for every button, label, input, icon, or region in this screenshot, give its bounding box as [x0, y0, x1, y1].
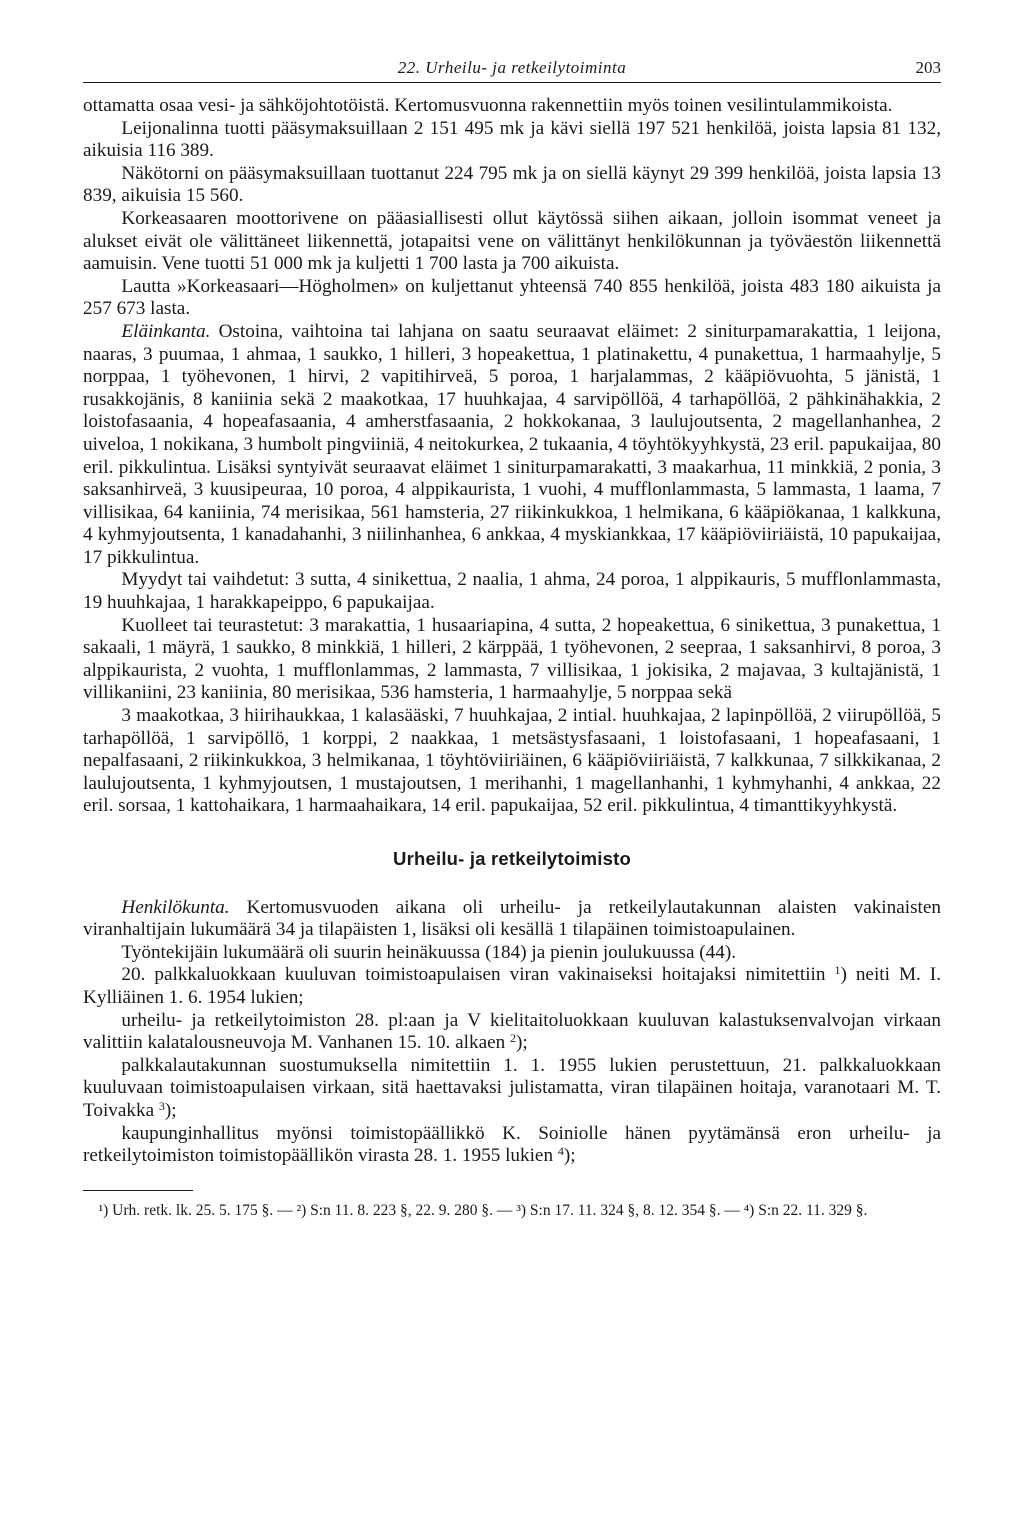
appointment-text-end: );: [563, 1145, 576, 1167]
appointment-text: urheilu- ja retkeilytoimiston 28. pl:aan ja V kielitaitoluokkaan kuuluvan kalastuksenvalvojan virkaan valittiin kalatalousneuvoja M. Vanhanen 15. 10. alkaen: [83, 1009, 941, 1054]
footnote-ref: 1: [834, 963, 841, 978]
paragraph: Näkötorni on pääsymaksuillaan tuottanut 224 795 mk ja on siellä käynyt 29 399 henkilöä, joista lapsia 13 839, aikuisia 15 560.: [83, 162, 941, 207]
paragraph: Leijonalinna tuotti pääsymaksuillaan 2 151 495 mk ja kävi siellä 197 521 henkilöä, joista lapsia 81 132, aikuisia 116 389.: [83, 117, 941, 162]
paragraph-appointment: [83, 1010, 941, 1055]
henkilokunta-label: Henkilökunta.: [121, 896, 230, 918]
body-text: [83, 95, 941, 1168]
elainkanta-label: Eläinkanta.: [121, 320, 211, 342]
appointment-text: kaupunginhallitus myönsi toimistopäällikkö K. Soiniolle hänen pyytämänsä eron urheilu- ja retkeilytoimiston toimistopäällikön virasta 28. 1. 1955 lukien: [83, 1122, 941, 1167]
running-title: 22. Urheilu- ja retkeilytoiminta: [397, 58, 627, 77]
footnote-ref: 3: [158, 1098, 165, 1113]
page-number: 203: [915, 58, 941, 77]
paragraph-myydyt: Myydyt tai vaihdetut: 3 sutta, 4 sinikettua, 2 naalia, 1 ahma, 24 poroa, 1 alppikauris, 5 mufflonlammasta, 19 huuhkajaa, 1 harakkapeippo, 6 papukaijaa.: [83, 569, 941, 614]
appointment-text: palkkalautakunnan suostumuksella nimitettiin 1. 1. 1955 lukien perustettuun, 21. palkkaluokkaan kuuluvaan toimistoapulaisen virkaan, sitä haettavaksi julistamatta, viran tilapäinen hoitaja, varanotaari M. T. Toivakka: [83, 1054, 941, 1121]
paragraph: ottamatta osaa vesi- ja sähköjohtotöistä. Kertomusvuonna rakennettiin myös toinen vesilintulammikoista.: [83, 95, 893, 116]
footnote-text: ¹) Urh. retk. lk. 25. 5. 175 §. — ²) S:n 11. 8. 223 §, 22. 9. 280 §. — ³) S:n 17. 11. 324 §, 8. 12. 354 §. — ⁴) S:n 22. 11. 329 §.: [98, 1201, 868, 1219]
appointment-text: 20. palkkaluokkaan kuuluvan toimistoapulaisen viran vakinaiseksi hoitajaksi nimitettiin: [121, 964, 835, 986]
footnote-divider: [83, 1190, 193, 1191]
footnote-ref: 4: [557, 1144, 564, 1159]
paragraph-appointment: [83, 1123, 941, 1168]
running-header: [83, 50, 941, 83]
paragraph-appointment: [83, 964, 941, 1009]
paragraph-appointment: [83, 1055, 941, 1123]
footnotes: [83, 1201, 941, 1221]
paragraph: Lautta »Korkeasaari—Högholmen» on kuljettanut yhteensä 740 855 henkilöä, joista 483 180 aikuista ja 257 673 lasta.: [83, 275, 941, 320]
document-page: [83, 50, 941, 1221]
paragraph-kuolleet: Kuolleet tai teurastetut: 3 marakattia, 1 husaariapina, 4 sutta, 2 hopeakettua, 6 sinikettua, 3 punakettua, 1 sakaali, 1 mäyrä, 1 saukko, 8 minkkiä, 1 hilleri, 2 kärppää, 1 työhevonen, 2 seepraa, 1 saksanhirvi, 8 poroa, 3 alppikauristа, 2 vuohta, 1 mufflonlammas, 2 lammasta, 7 villisikaa, 1 jokisika, 2 majavaa, 3 kultajänistä, 1 villikaniini, 23 kaniinia, 80 merisikaa, 536 hamsteria, 1 harmaahylje, 5 norppaa sekä: [83, 614, 941, 704]
paragraph: Korkeasaaren moottorivene on pääasiallisesti ollut käytössä siihen aikaan, jolloin isommat veneet ja alukset eivät ole välittäneet liikennettä, jotapaitsi vene on välittänyt henkilökunnan ja työväestön liikennettä aamuisin. Vene tuotti 51 000 mk ja kuljetti 1 700 lasta ja 700 aikuista.: [83, 207, 941, 275]
section-heading: Urheilu- ja retkeilytoimisto: [393, 848, 631, 869]
paragraph: Työntekijäin lukumäärä oli suurin heinäkuussa (184) ja pienin joulukuussa (44).: [121, 941, 737, 963]
paragraph-henkilokunta: [83, 897, 941, 942]
appointment-text-end: );: [164, 1099, 177, 1121]
henkilokunta-text: Kertomusvuoden aikana oli urheilu- ja retkeilylautakunnan alaisten vakinaisten viranhaltijain lukumäärä 34 ja tilapäisten 1, lisäksi oli kesällä 1 tilapäinen toimistoapulainen.: [83, 896, 941, 941]
elainkanta-text: Ostoina, vaihtoina tai lahjana on saatu seuraavat eläimet: 2 siniturpamarakattia, 1 leijona, naaras, 3 puumaa, 1 ahmaa, 1 saukko, 1 hilleri, 3 hopeakettua, 1 platinakettu, 4 punakettua, 1 harmaahylje, 5 norppaa, 1 työhevonen, 1 hirvi, 2 vapitihirveä, 5 poroa, 1 harjalammas, 2 kääpiövuohta, 5 jänistä, 1 rusakkojänis, 8 kaniinia sekä 2 maakotkaa, 17 huuhkajaa, 4 sarvipöllöä, 4 tarhapöllöä, 2 pähkinähakkia, 2 loistofasaania, 4 hopeafasaania, 4 amherstfasaania, 2 hokkokanaa, 3 laulujoutsenta, 2 magellanhanhea, 2 uiveloa, 1 nokikana, 3 humbolt pingviiniä, 4 neitokurkea, 2 tukaania, 4 töyhtökyyhkystä, 23 eril. papukaijaa, 80 eril. pikkulintua. Lisäksi syntyivät seuraavat eläimet 1 siniturpamarakatti, 3 maakarhua, 11 minkkiä, 2 ponia, 3 saksanhirveä, 3 kuusipeuraa, 10 poroa, 4 alppikauristа, 1 vuohi, 4 mufflonlammasta, 5 lammasta, 1 laama, 7 villisikaa, 64 kaniinia, 74 merisikaa, 561 hamsteria, 27 riikinkukkoa, 1 helmikana, 6 kääpiökanaa, 1 kalkkuna, 4 kyhmyjoutsenta, 1 kanadahanhi, 3 niilinhanhea, 6 ankkaa, 4 myskiankkaa, 17 kääpiöviiriäistä, 10 papukaijaa, 17 pikkulintua.: [83, 320, 941, 568]
paragraph-elainkanta: [83, 321, 941, 570]
paragraph-kuolleet-cont: 3 maakotkaa, 3 hiirihaukkaa, 1 kalasääski, 7 huuhkajaa, 2 intial. huuhkajaa, 2 lapinpöllöä, 2 viirupöllöä, 5 tarhapöllöä, 1 sarvipöllö, 1 korppi, 2 naakkaa, 1 metsästysfasaani, 1 loistofasaani, 1 hopeafasaani, 1 nepalfasaani, 2 riikinkukkoa, 3 helmikanaa, 1 töyhtöviiriäinen, 6 kääpiöviiriäistä, 7 kalkkunaa, 7 silkkikanaa, 2 laulujoutsenta, 1 kyhmyjoutsen, 1 mustajoutsen, 1 merihanhi, 1 magellanhanhi, 1 kyhmyhanhi, 4 ankkaa, 22 eril. sorsaa, 1 kattohaikara, 1 harmaahaikara, 14 eril. papukaijaa, 52 eril. pikkulintua, 4 timanttikyyhkystä.: [83, 705, 941, 817]
appointment-text-end: );: [516, 1032, 528, 1054]
footnote-ref: 2: [510, 1031, 516, 1046]
appointment-text-end: ) neiti M. I. Kylliäinen 1. 6. 1954 lukien;: [83, 964, 941, 1008]
